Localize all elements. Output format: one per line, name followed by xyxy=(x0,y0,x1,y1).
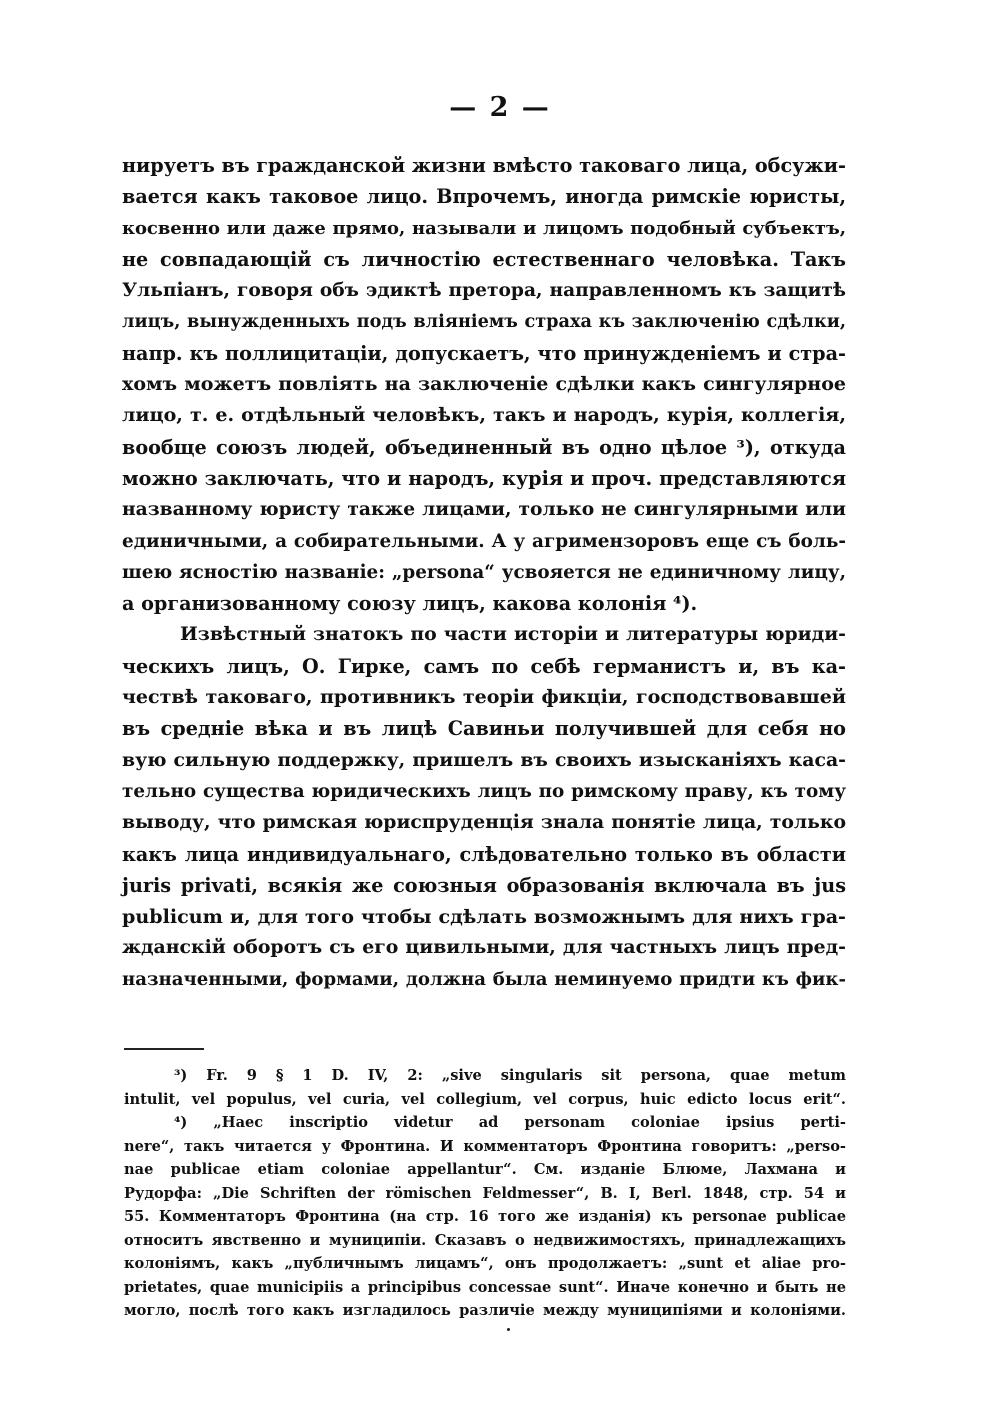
footnote-line: 55. Комментаторъ Фронтина (на стр. 16 того же изданія) къ personae publicae xyxy=(124,1208,846,1225)
footnotes xyxy=(124,1064,846,1323)
text-line: не совпадающій съ личностію естественнаго человѣка. Такъ xyxy=(122,247,846,271)
text-line: хомъ можетъ повліять на заключеніе сдѣлки какъ сингулярное xyxy=(122,373,846,396)
text-line: жданскій оборотъ съ его цивильными, для частныхъ лицъ пред- xyxy=(122,936,846,959)
text-line: нируетъ въ гражданской жизни вмѣсто таковаго лица, обсужи- xyxy=(122,154,846,177)
main-text xyxy=(122,150,846,995)
footnote-line: ⁴) „Haec inscriptio videtur ad personam coloniae ipsius perti- xyxy=(174,1114,846,1131)
page-number: — 2 — xyxy=(449,92,551,123)
text-line: ческихъ лицъ, О. Гирке, самъ по себѣ германистъ и, въ ка- xyxy=(122,654,846,678)
text-line: лицъ, вынужденныхъ подъ вліяніемъ страха къ заключенію сдѣлки, xyxy=(122,311,846,333)
text-line: лицо, т. е. отдѣльный человѣкъ, такъ и народъ, курія, коллегія, xyxy=(122,404,846,427)
text-line: вую сильную поддержку, пришелъ въ своихъ изысканіяхъ каса- xyxy=(122,748,846,771)
text-line: напр. къ поллицитаціи, допускаетъ, что принужденіемъ и стра- xyxy=(122,341,846,365)
text-line: Ульпіанъ, говоря объ эдиктѣ претора, направленномъ къ защитѣ xyxy=(122,280,846,302)
text-line: тельно существа юридическихъ лицъ по римскому праву, къ тому xyxy=(122,780,846,802)
text-line: вается какъ таковое лицо. Впрочемъ, иногда римскіе юристы, xyxy=(122,185,846,209)
footnote-line: nere“, такъ читается у Фронтина. И комментаторъ Фронтина говоритъ: „perso- xyxy=(124,1137,846,1155)
footnote-line: могло, послѣ того какъ изгладилось различіе между муниципіями и колоніями. xyxy=(124,1302,846,1319)
text-line: juris privati, всякія же союзныя образованія включала въ jus xyxy=(122,873,846,897)
text-line: Извѣстный знатокъ по части исторіи и литературы юриди- xyxy=(180,623,846,646)
text-line: единичными, а собирательными. А у агримензоровъ еще съ боль- xyxy=(122,530,846,552)
text-line: чествѣ таковаго, противникъ теоріи фикціи, господствовавшей xyxy=(122,686,846,709)
footnote-line: ³) Fr. 9 § 1 D. IV, 2: „sive singularis sit persona, quae metum xyxy=(174,1067,846,1084)
print-speck xyxy=(507,1328,510,1331)
text-line: шею ясностію названіе: „persona“ усвояется не единичному лицу, xyxy=(122,561,846,583)
text-line: вообще союзъ людей, объединенный въ одно цѣлое ³), откуда xyxy=(122,435,846,459)
footnote-line: nae publicae etiam coloniae appellantur“. См. изданіе Блюме, Лахмана и xyxy=(124,1161,846,1178)
text-line: можно заключать, что и народъ, курія и проч. представляются xyxy=(122,466,846,490)
footnote-line: prietates, quae municipiis a principibus concessae sunt“. Иначе конечно и быть не xyxy=(124,1278,846,1296)
text-line: въ средніе вѣка и въ лицѣ Савиньи получившей для себя но xyxy=(122,717,846,741)
text-line: какъ лица индивидуальнаго, слѣдовательно только въ области xyxy=(122,842,846,866)
text-line: publicum и, для того чтобы сдѣлать возможнымъ для нихъ гра- xyxy=(122,905,846,929)
footnote-line: относитъ явственно и муниципіи. Сказавъ о недвижимостяхъ, принадлежащихъ xyxy=(124,1231,846,1249)
footnote-line: колоніямъ, какъ „публичнымъ лицамъ“, онъ продолжаетъ: „sunt et aliae pro- xyxy=(124,1255,846,1272)
text-line: названному юристу также лицами, только не сингулярными или xyxy=(122,498,846,521)
text-line: выводу, что римская юриспруденція знала понятіе лица, только xyxy=(122,811,846,834)
footnote-line: Рудорфа: „Die Schriften der römischen Feldmesser“, B. I, Berl. 1848, стр. 54 и xyxy=(124,1184,846,1202)
text-line: а организованному союзу лицъ, какова колонія ⁴). xyxy=(122,592,698,616)
footnote-line: intulit, vel populus, vel curia, vel collegium, vel corpus, huic edicto locus erit“. xyxy=(124,1090,846,1108)
text-line: косвенно или даже прямо, называли и лицомъ подобный субъектъ, xyxy=(122,217,846,239)
footnote-rule xyxy=(124,1048,204,1050)
text-line: назначенными, формами, должна была неминуемо придти къ фик- xyxy=(122,968,846,990)
